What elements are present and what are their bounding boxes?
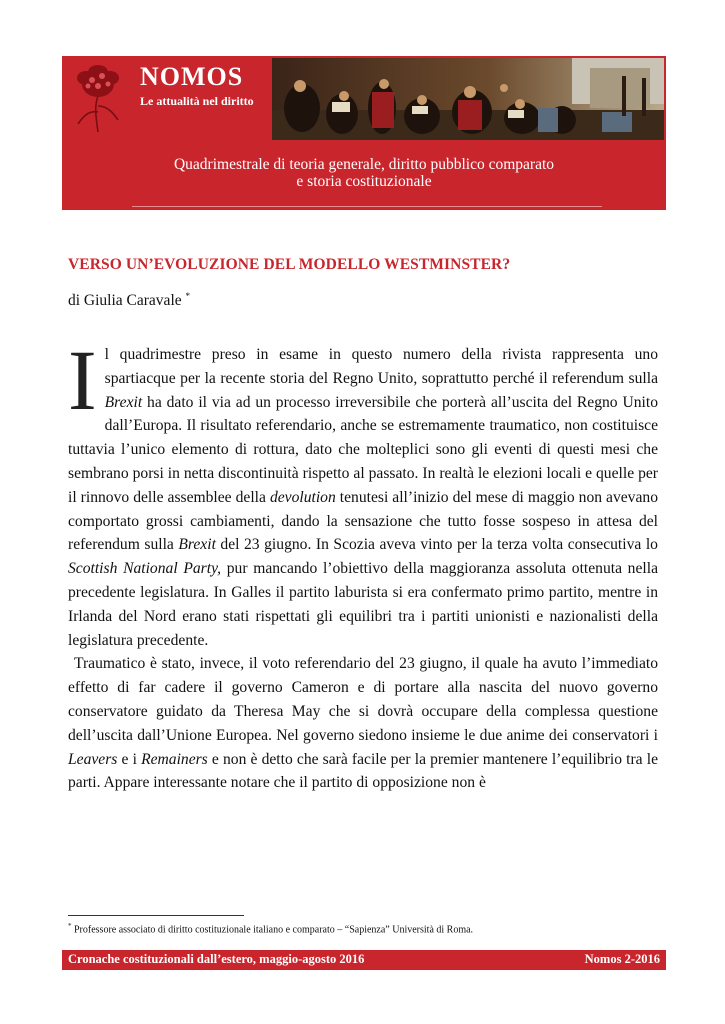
italic-term: Remainers	[141, 750, 208, 768]
paragraph-2	[68, 652, 658, 795]
journal-name: NOMOS	[140, 62, 244, 91]
carnation-flower-icon	[68, 62, 130, 136]
text-run: e non è detto che sarà facile per la premier mantenere l’equilibrio tra le parti. Appare interessante notare che il partito di opposizione non è	[68, 750, 658, 792]
journal-description	[62, 156, 666, 190]
text-run: ha dato il via ad un processo irreversibile che porterà all’uscita del Regno Unito dall’Europa. Il risultato referendario, anche se estremamente traumatico, non costituisce tuttavia l’unico elemento di rottura, dato che molteplici sono gli eventi di questi mesi che sembrano porsi in netta discontinuità rispetto al passato. In realtà le elezioni locali e quelle per il rinnovo delle assemblee della	[68, 393, 658, 506]
journal-masthead	[62, 56, 666, 210]
text-run: Traumatico è stato, invece, il voto referendario del 23 giugno, il quale ha avuto l’immediato effetto di far cadere il governo Cameron e di portare alla nascita del nuovo governo conservatore guidato da Theresa May che si dovrà occupare della complessa questione dell’uscita dall’Unione Europea. Nel governo siedono insieme le due anime dei conservatori i	[68, 655, 658, 744]
italic-term: Scottish National Party,	[68, 560, 222, 578]
paragraph-1-text	[68, 332, 658, 649]
text-run: l quadrimestre preso in esame in questo numero della rivista rappresenta uno spartiacque per la recente storia del Regno Unito, soprattutto perché il referendum sulla	[104, 346, 658, 387]
italic-term: Brexit	[104, 393, 143, 411]
footnote	[68, 922, 473, 935]
masthead-divider	[132, 206, 602, 207]
journal-tagline: Le attualità nel diritto	[140, 94, 254, 108]
paragraph-2-text	[68, 655, 658, 791]
footnote-mark: *	[68, 922, 72, 930]
footer-issue-label: Nomos 2-2016	[584, 952, 660, 966]
footnote-reference[interactable]: *	[185, 291, 190, 301]
description-line-1: Quadrimestrale di teoria generale, diritto pubblico comparato	[173, 156, 555, 173]
italic-term: Brexit	[178, 536, 216, 554]
text-run: tenutesi all’inizio del mese di maggio non avevano comportato grossi cambiamenti, dando la sensazione che tutto fosse sospeso in attesa del referendum sulla	[68, 488, 658, 554]
historical-painting-image	[272, 58, 664, 140]
footer-section-label: Cronache costituzionali dall’estero, maggio-agosto 2016	[68, 952, 365, 966]
byline	[68, 291, 190, 310]
article-title: VERSO UN’EVOLUZIONE DEL MODELLO WESTMINSTER?	[68, 256, 511, 273]
italic-term: Leavers	[68, 750, 118, 768]
italic-term: devolution	[269, 488, 336, 506]
footnote-text: Professore associato di diritto costituzionale italiano e comparato – “Sapienza” Università di Roma.	[71, 924, 474, 936]
text-run: pur mancando l’obiettivo della maggioranza assoluta ottenuta nella precedente legislatura. In Galles il partito laburista si era confermato primo partito, mentre in Irlanda del Nord erano stati rispettati gli equilibri tra i partiti unionisti e nazionalisti della legislatura precedente.	[68, 560, 658, 649]
text-run: e i	[117, 750, 142, 768]
author-name: di Giulia Caravale	[68, 292, 182, 310]
article-body	[68, 332, 658, 795]
footnote-divider	[68, 915, 244, 916]
page-footer	[62, 950, 666, 970]
drop-cap: I	[68, 332, 97, 428]
text-run: del 23 giugno. In Scozia aveva vinto per la terza volta consecutiva lo	[215, 536, 658, 554]
paragraph-1	[68, 332, 658, 652]
description-line-2: e storia costituzionale	[296, 173, 432, 190]
